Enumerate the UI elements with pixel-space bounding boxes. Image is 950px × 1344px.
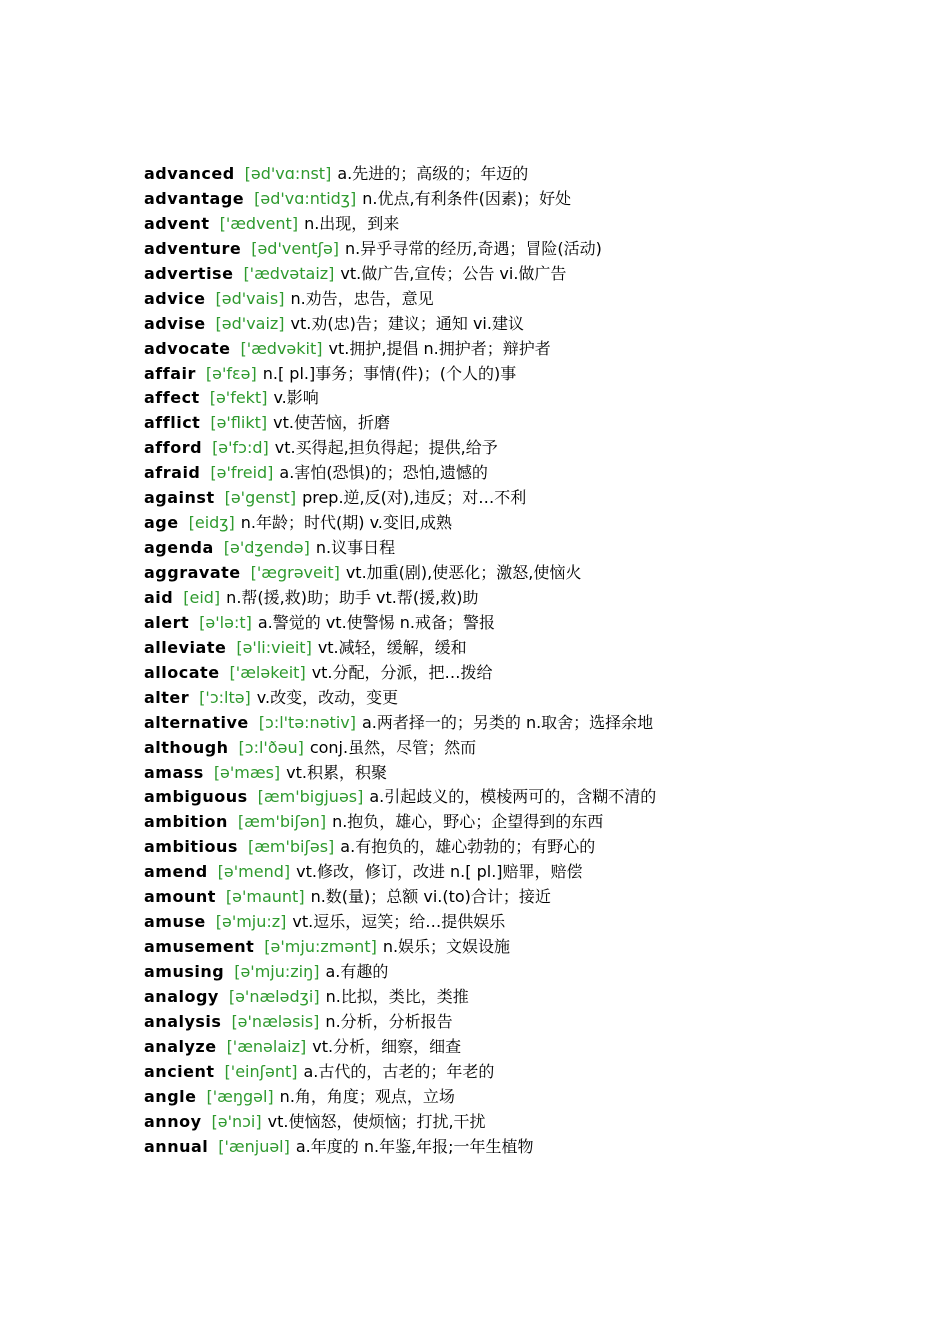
headword: advice [144, 288, 206, 308]
phonetic-transcription: [ɔ:l'tə:nətiv] [258, 712, 356, 732]
definition: vt.劝(忠)告；建议；通知 vi.建议 [290, 313, 524, 333]
headword: age [144, 513, 179, 533]
vocabulary-entry [144, 561, 656, 586]
vocabulary-entry [144, 960, 656, 985]
headword: advent [144, 213, 210, 233]
phonetic-transcription: ['ædvent] [219, 213, 299, 233]
headword: analogy [144, 986, 219, 1006]
vocabulary-entry [144, 661, 656, 686]
vocabulary-entry [144, 362, 656, 387]
definition: vt.减轻，缓解，缓和 [317, 637, 467, 657]
vocabulary-entry [144, 910, 656, 935]
phonetic-transcription: [ə'freid] [210, 463, 274, 483]
definition: n.议事日程 [315, 538, 396, 558]
headword: adventure [144, 238, 242, 258]
definition: a.两者择一的；另类的 n.取舍；选择余地 [361, 712, 654, 732]
vocabulary-entry [144, 461, 656, 486]
vocabulary-entry [144, 386, 656, 411]
definition: vt.分配，分派，把…拨给 [311, 662, 493, 682]
phonetic-transcription: [ə'næləsis] [231, 1011, 320, 1031]
headword: affect [144, 388, 200, 408]
headword: angle [144, 1086, 197, 1106]
definition: a.年度的 n.年鉴,年报;一年生植物 [295, 1136, 534, 1156]
definition: n.优点,有利条件(因素)；好处 [362, 188, 572, 208]
headword: amusement [144, 937, 255, 957]
definition: n.娱乐；文娱设施 [382, 937, 511, 957]
headword: aid [144, 587, 174, 607]
vocabulary-entry [144, 835, 656, 860]
vocabulary-entry [144, 860, 656, 885]
vocabulary-entry [144, 1060, 656, 1085]
definition: n.劝告，忠告，意见 [290, 288, 434, 308]
phonetic-transcription: [ə'mju:ziŋ] [234, 962, 320, 981]
definition: a.先进的；高级的；年迈的 [337, 164, 529, 183]
headword: agenda [144, 538, 214, 558]
headword: advocate [144, 338, 231, 358]
vocabulary-entry [144, 785, 656, 810]
definition: vt.积累，积聚 [286, 762, 388, 782]
vocabulary-entry [144, 411, 656, 436]
phonetic-transcription: ['einʃənt] [224, 1061, 298, 1081]
definition: n.帮(援,救)助；助手 vt.帮(援,救)助 [226, 587, 479, 607]
definition: vt.拥护,提倡 n.拥护者；辩护者 [328, 338, 551, 358]
definition: n.年龄；时代(期) v.变旧,成熟 [240, 513, 452, 533]
definition: vt.加重(剧),使恶化；激怒,使恼火 [345, 563, 582, 582]
headword: amass [144, 762, 204, 782]
phonetic-transcription: ['ædvəkit] [240, 338, 323, 358]
phonetic-transcription: [ə'li:vieit] [236, 637, 312, 657]
vocabulary-entry [144, 985, 656, 1010]
vocabulary-entry [144, 237, 656, 262]
definition: n.角，角度；观点，立场 [279, 1086, 455, 1106]
headword: amuse [144, 912, 206, 932]
definition: n.抱负，雄心，野心；企望得到的东西 [332, 812, 604, 832]
headword: ancient [144, 1061, 215, 1081]
headword: advise [144, 313, 206, 333]
vocabulary-entry [144, 636, 656, 661]
definition: v.影响 [273, 388, 319, 408]
vocabulary-entry [144, 337, 656, 362]
definition: n.分析，分析报告 [325, 1011, 453, 1031]
headword: analysis [144, 1011, 222, 1031]
headword: advanced [144, 164, 235, 183]
phonetic-transcription: [ə'maunt] [225, 887, 305, 907]
vocabulary-entry [144, 586, 656, 611]
headword: alter [144, 687, 190, 707]
definition: a.古代的，古老的；年老的 [303, 1061, 495, 1081]
vocabulary-entry [144, 736, 656, 761]
vocabulary-entry [144, 212, 656, 237]
phonetic-transcription: [eid] [183, 587, 221, 607]
definition: n.[ pl.]事务；事情(件)；(个人的)事 [262, 363, 517, 383]
phonetic-transcription: [ə'mju:zmənt] [264, 937, 377, 957]
vocabulary-entry [144, 312, 656, 337]
phonetic-transcription: ['ɔ:ltə] [199, 687, 251, 707]
headword: advantage [144, 188, 245, 208]
phonetic-transcription: [ə'lə:t] [199, 612, 252, 632]
vocabulary-entry [144, 436, 656, 461]
vocabulary-entry [144, 1085, 656, 1110]
vocabulary-list [144, 162, 656, 1160]
vocabulary-entry [144, 162, 656, 187]
definition: vt.修改，修订，改进 n.[ pl.]赔罪，赔偿 [296, 862, 583, 882]
headword: annual [144, 1136, 209, 1156]
vocabulary-entry [144, 536, 656, 561]
phonetic-transcription: [ə'dʒendə] [223, 538, 310, 558]
headword: afraid [144, 463, 201, 483]
phonetic-transcription: [ə'fɔ:d] [212, 438, 269, 458]
phonetic-transcription: [əd'vaiz] [215, 313, 285, 333]
definition: vt.买得起,担负得起；提供,给予 [274, 438, 498, 458]
vocabulary-entry [144, 1035, 656, 1060]
definition: conj.虽然，尽管；然而 [309, 737, 477, 757]
phonetic-transcription: [ə'nælədʒi] [228, 986, 320, 1006]
vocabulary-entry [144, 810, 656, 835]
headword: advertise [144, 263, 234, 283]
vocabulary-entry [144, 761, 656, 786]
phonetic-transcription: ['ædvətaiz] [243, 263, 335, 283]
definition: n.比拟，类比，类推 [325, 986, 469, 1006]
vocabulary-entry [144, 486, 656, 511]
definition: a.有趣的 [325, 962, 389, 981]
headword: alternative [144, 712, 249, 732]
phonetic-transcription: ['ænjuəl] [218, 1136, 290, 1156]
definition: n.出现，到来 [304, 213, 400, 233]
definition: vt.逗乐，逗笑；给…提供娱乐 [292, 912, 506, 932]
headword: allocate [144, 662, 220, 682]
definition: vt.使恼怒，使烦恼；打扰,干扰 [267, 1111, 486, 1131]
headword: afford [144, 438, 203, 458]
definition: vt.分析，细察，细查 [312, 1036, 462, 1056]
phonetic-transcription: [ə'mju:z] [215, 912, 287, 932]
definition: a.引起歧义的，模棱两可的，含糊不清的 [369, 787, 657, 807]
phonetic-transcription: [əd'vɑ:nst] [244, 164, 332, 183]
vocabulary-entry [144, 287, 656, 312]
phonetic-transcription: [æm'biʃəs] [247, 837, 335, 857]
headword: alert [144, 612, 190, 632]
definition: prep.逆,反(对),违反；对…不利 [302, 488, 527, 508]
definition: v.改变，改动，变更 [256, 687, 399, 707]
headword: annoy [144, 1111, 202, 1131]
phonetic-transcription: [ə'genst] [224, 488, 297, 508]
headword: afflict [144, 413, 201, 433]
headword: although [144, 737, 229, 757]
headword: alleviate [144, 637, 227, 657]
definition: a.有抱负的，雄心勃勃的；有野心的 [340, 837, 596, 857]
vocabulary-entry [144, 935, 656, 960]
phonetic-transcription: [æm'biʃən] [237, 812, 327, 832]
vocabulary-entry [144, 885, 656, 910]
definition: vt.做广告,宣传；公告 vi.做广告 [340, 263, 567, 283]
phonetic-transcription: [eidʒ] [188, 513, 235, 533]
phonetic-transcription: [ə'nɔi] [211, 1111, 262, 1131]
vocabulary-entry [144, 611, 656, 636]
headword: affair [144, 363, 196, 383]
phonetic-transcription: [ɔ:l'ðəu] [238, 737, 304, 757]
vocabulary-entry [144, 686, 656, 711]
phonetic-transcription: ['æləkeit] [229, 662, 306, 682]
headword: ambition [144, 812, 228, 832]
vocabulary-entry [144, 187, 656, 212]
headword: aggravate [144, 563, 241, 582]
phonetic-transcription: [æm'bigjuəs] [257, 787, 364, 807]
vocabulary-entry [144, 1110, 656, 1135]
headword: ambiguous [144, 787, 248, 807]
definition: n.异乎寻常的经历,奇遇；冒险(活动) [345, 238, 602, 258]
phonetic-transcription: [əd'vais] [215, 288, 285, 308]
vocabulary-entry [144, 711, 656, 736]
phonetic-transcription: [ə'fɛə] [205, 363, 257, 383]
definition: n.数(量)；总额 vi.(to)合计；接近 [310, 887, 551, 907]
phonetic-transcription: [ə'fekt] [209, 388, 268, 408]
phonetic-transcription: ['æŋgəl] [206, 1086, 274, 1106]
definition: a.害怕(恐惧)的；恐怕,遗憾的 [279, 463, 488, 483]
headword: ambitious [144, 837, 238, 857]
phonetic-transcription: [əd'ventʃə] [251, 238, 340, 258]
headword: against [144, 488, 215, 508]
vocabulary-entry [144, 262, 656, 287]
headword: amend [144, 862, 208, 882]
phonetic-transcription: ['ægrəveit] [250, 563, 340, 582]
headword: amount [144, 887, 216, 907]
phonetic-transcription: ['ænəlaiz] [226, 1036, 307, 1056]
definition: vt.使苦恼，折磨 [273, 413, 390, 433]
vocabulary-entry [144, 1010, 656, 1035]
headword: analyze [144, 1036, 217, 1056]
phonetic-transcription: [ə'flikt] [210, 413, 268, 433]
phonetic-transcription: [əd'vɑ:ntidʒ] [254, 188, 357, 208]
vocabulary-entry [144, 1135, 656, 1160]
vocabulary-entry [144, 511, 656, 536]
headword: amusing [144, 962, 225, 981]
phonetic-transcription: [ə'mæs] [213, 762, 281, 782]
definition: a.警觉的 vt.使警惕 n.戒备；警报 [257, 612, 495, 632]
phonetic-transcription: [ə'mend] [217, 862, 291, 882]
